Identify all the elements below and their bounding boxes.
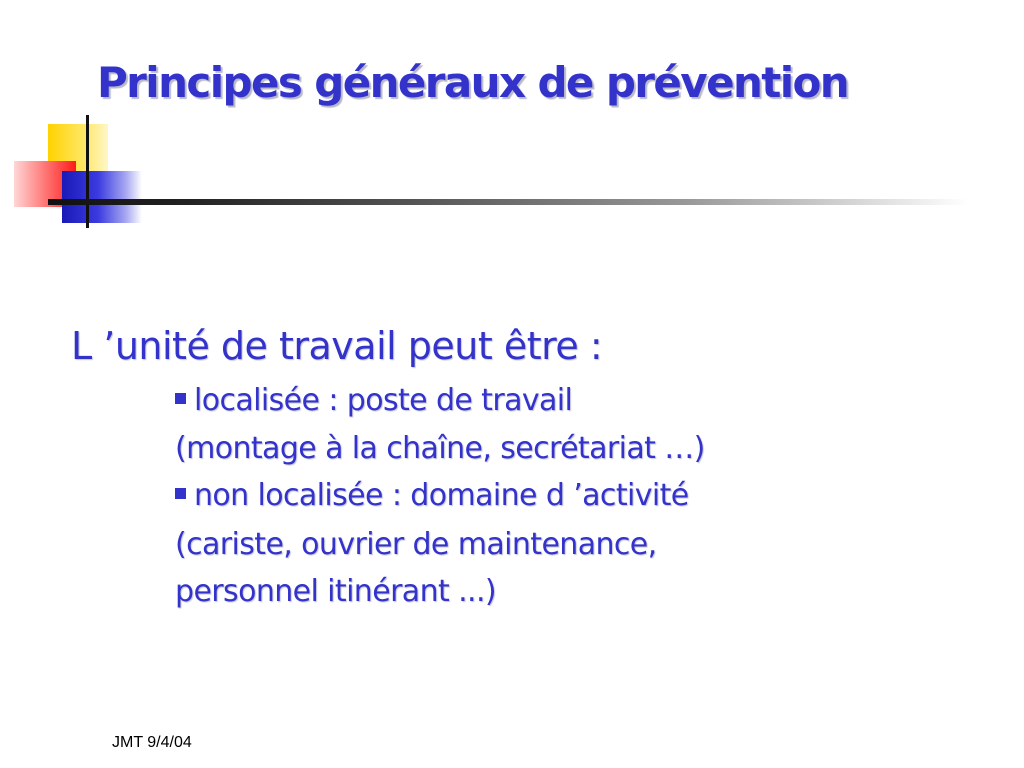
item-detail: (cariste, ouvrier de maintenance,: [175, 527, 657, 562]
body-heading: L ’unité de travail peut être :: [71, 324, 603, 368]
slide-title: Principes généraux de prévention: [97, 58, 849, 107]
title-underline-rule: [48, 199, 968, 205]
blue-square: [62, 171, 142, 223]
slide-footer: JMT 9/4/04: [112, 734, 192, 751]
item-label: localisée : poste de travail: [194, 383, 573, 418]
list-item: [175, 478, 689, 513]
item-label: non localisée : domaine d ’activité: [194, 478, 689, 513]
square-bullet-icon: [175, 488, 186, 499]
square-bullet-icon: [175, 393, 186, 404]
list-item: [175, 383, 572, 418]
item-detail: personnel itinérant ...): [175, 574, 497, 609]
item-detail: (montage à la chaîne, secrétariat …): [175, 431, 705, 466]
vertical-rule: [86, 115, 89, 228]
